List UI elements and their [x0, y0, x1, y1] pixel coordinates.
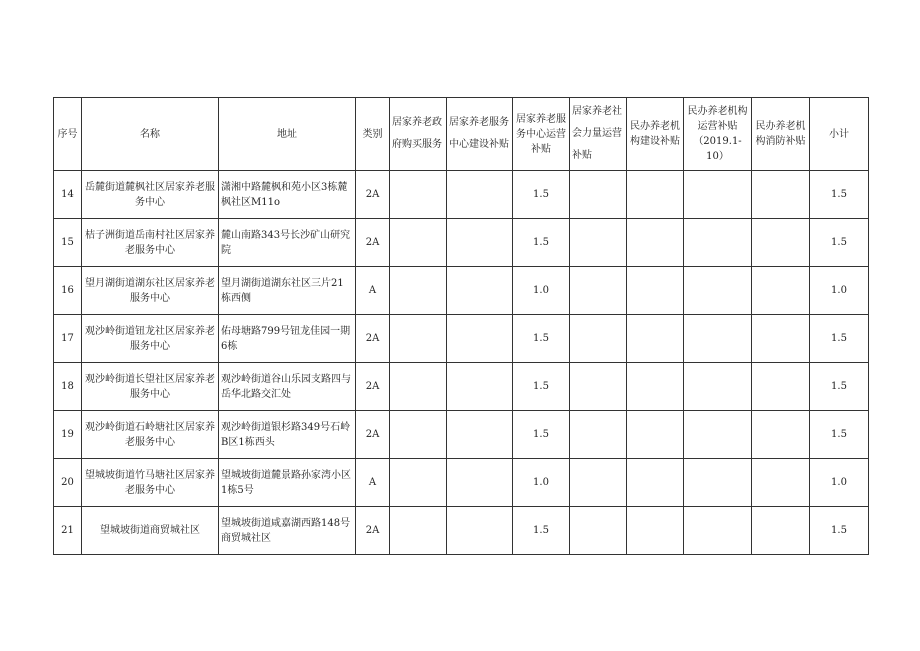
cell-seq: 21: [54, 507, 82, 555]
cell-address: 观沙岭街道银杉路349号石岭B区1栋西头: [219, 411, 356, 459]
cell-address: 望城坡街道麓景路孙家湾小区1栋5号: [219, 459, 356, 507]
cell-seq: 19: [54, 411, 82, 459]
header-private-construction: 民办养老机构建设补贴: [627, 98, 684, 171]
cell-gov-purchase: [390, 363, 447, 411]
cell-seq: 16: [54, 267, 82, 315]
cell-private-operation: [684, 171, 752, 219]
table-row: [54, 411, 869, 459]
cell-total: 1.5: [810, 315, 869, 363]
cell-seq: 15: [54, 219, 82, 267]
cell-gov-purchase: [390, 507, 447, 555]
cell-private-operation: [684, 459, 752, 507]
cell-center-construction: [447, 171, 513, 219]
cell-private-operation: [684, 315, 752, 363]
cell-category: 2A: [356, 315, 390, 363]
cell-name: 观沙岭街道钮龙社区居家养老服务中心: [82, 315, 219, 363]
cell-private-construction: [627, 219, 684, 267]
cell-private-construction: [627, 363, 684, 411]
cell-center-construction: [447, 315, 513, 363]
cell-private-operation: [684, 507, 752, 555]
cell-private-construction: [627, 411, 684, 459]
cell-center-operation: 1.5: [513, 411, 570, 459]
cell-seq: 17: [54, 315, 82, 363]
cell-total: 1.0: [810, 459, 869, 507]
header-name: 名称: [82, 98, 219, 171]
cell-address: 潇湘中路麓枫和苑小区3栋麓枫社区M11o: [219, 171, 356, 219]
cell-category: 2A: [356, 363, 390, 411]
cell-center-construction: [447, 219, 513, 267]
header-seq: 序号: [54, 98, 82, 171]
cell-social-operation: [570, 459, 627, 507]
cell-seq: 14: [54, 171, 82, 219]
cell-category: 2A: [356, 219, 390, 267]
cell-seq: 18: [54, 363, 82, 411]
cell-name: 望月湖街道湖东社区居家养老服务中心: [82, 267, 219, 315]
cell-fire-safety: [752, 219, 810, 267]
cell-total: 1.5: [810, 171, 869, 219]
cell-total: 1.5: [810, 219, 869, 267]
cell-center-construction: [447, 363, 513, 411]
header-total: 小计: [810, 98, 869, 171]
cell-center-construction: [447, 267, 513, 315]
header-center-construction: 居家养老服务中心建设补贴: [447, 98, 513, 171]
cell-category: A: [356, 267, 390, 315]
cell-private-construction: [627, 507, 684, 555]
cell-address: 观沙岭街道谷山乐园支路四与岳华北路交汇处: [219, 363, 356, 411]
cell-name: 岳麓街道麓枫社区居家养老服务中心: [82, 171, 219, 219]
header-center-operation: 居家养老服务中心运营补贴: [513, 98, 570, 171]
cell-name: 观沙岭街道长望社区居家养老服务中心: [82, 363, 219, 411]
cell-category: 2A: [356, 171, 390, 219]
cell-address: 望城坡街道咸嘉湖西路148号商贸城社区: [219, 507, 356, 555]
cell-seq: 20: [54, 459, 82, 507]
cell-social-operation: [570, 411, 627, 459]
cell-private-operation: [684, 363, 752, 411]
header-category: 类别: [356, 98, 390, 171]
cell-address: 佑母塘路799号钮龙佳园一期6栋: [219, 315, 356, 363]
cell-center-construction: [447, 507, 513, 555]
cell-fire-safety: [752, 315, 810, 363]
cell-center-operation: 1.5: [513, 219, 570, 267]
header-private-operation: 民办养老机构运营补贴（2019.1-10）: [684, 98, 752, 171]
cell-category: 2A: [356, 507, 390, 555]
cell-fire-safety: [752, 363, 810, 411]
cell-center-construction: [447, 459, 513, 507]
cell-gov-purchase: [390, 219, 447, 267]
cell-center-operation: 1.5: [513, 171, 570, 219]
cell-fire-safety: [752, 267, 810, 315]
cell-gov-purchase: [390, 267, 447, 315]
cell-address: 望月湖街道湖东社区三片21栋西侧: [219, 267, 356, 315]
cell-social-operation: [570, 219, 627, 267]
cell-gov-purchase: [390, 315, 447, 363]
table-row: [54, 507, 869, 555]
cell-private-operation: [684, 411, 752, 459]
table-header-row: [54, 98, 869, 171]
cell-fire-safety: [752, 459, 810, 507]
cell-name: 望城坡街道商贸城社区: [82, 507, 219, 555]
table-row: [54, 219, 869, 267]
cell-private-operation: [684, 267, 752, 315]
cell-center-operation: 1.0: [513, 267, 570, 315]
cell-social-operation: [570, 267, 627, 315]
cell-fire-safety: [752, 171, 810, 219]
table-row: [54, 267, 869, 315]
cell-center-operation: 1.0: [513, 459, 570, 507]
cell-total: 1.5: [810, 411, 869, 459]
cell-center-operation: 1.5: [513, 315, 570, 363]
cell-private-construction: [627, 267, 684, 315]
cell-fire-safety: [752, 507, 810, 555]
cell-category: 2A: [356, 411, 390, 459]
header-address: 地址: [219, 98, 356, 171]
cell-private-construction: [627, 459, 684, 507]
cell-gov-purchase: [390, 411, 447, 459]
header-social-operation: 居家养老社会力量运营补贴: [570, 98, 627, 171]
table-row: [54, 171, 869, 219]
cell-social-operation: [570, 315, 627, 363]
cell-center-construction: [447, 411, 513, 459]
cell-address: 麓山南路343号长沙矿山研究院: [219, 219, 356, 267]
header-fire-safety: 民办养老机构消防补贴: [752, 98, 810, 171]
subsidy-table: [53, 97, 869, 555]
cell-total: 1.5: [810, 507, 869, 555]
cell-name: 观沙岭街道石岭塘社区居家养老服务中心: [82, 411, 219, 459]
cell-center-operation: 1.5: [513, 507, 570, 555]
cell-social-operation: [570, 363, 627, 411]
cell-private-construction: [627, 171, 684, 219]
cell-gov-purchase: [390, 459, 447, 507]
cell-gov-purchase: [390, 171, 447, 219]
cell-category: A: [356, 459, 390, 507]
cell-total: 1.0: [810, 267, 869, 315]
cell-social-operation: [570, 507, 627, 555]
cell-center-operation: 1.5: [513, 363, 570, 411]
cell-fire-safety: [752, 411, 810, 459]
cell-social-operation: [570, 171, 627, 219]
cell-name: 望城坡街道竹马塘社区居家养老服务中心: [82, 459, 219, 507]
cell-private-construction: [627, 315, 684, 363]
table-row: [54, 459, 869, 507]
cell-total: 1.5: [810, 363, 869, 411]
cell-private-operation: [684, 219, 752, 267]
table-row: [54, 363, 869, 411]
table-row: [54, 315, 869, 363]
header-gov-purchase: 居家养老政府购买服务: [390, 98, 447, 171]
cell-name: 桔子洲街道岳南村社区居家养老服务中心: [82, 219, 219, 267]
